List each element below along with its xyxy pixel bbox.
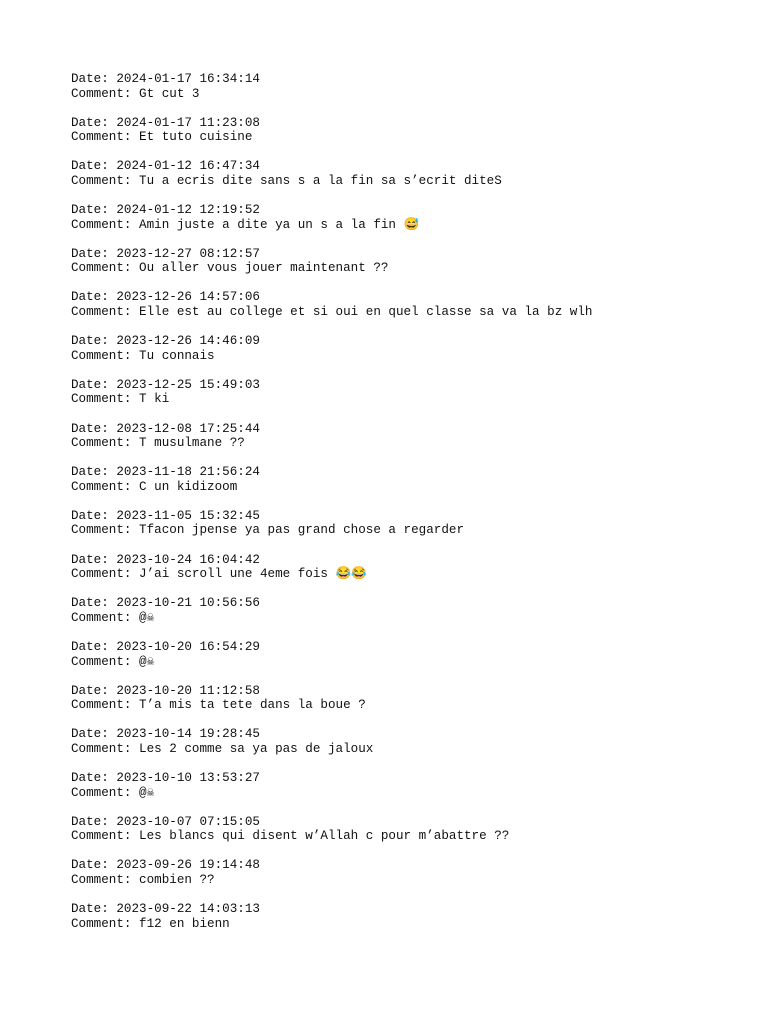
comment-date: 2024-01-17 16:34:14 [116,72,260,86]
comment-text: Tu a ecris dite sans s a la fin sa s’ecrit diteS [139,173,502,188]
comment-date-line [71,116,751,131]
comment-text: combien ?? [139,872,215,887]
comment-entry [71,378,751,407]
comment-date: 2024-01-17 11:23:08 [116,115,260,130]
comment-label: Comment: [71,916,132,931]
comment-text: Elle est au college et si oui en quel classe sa va la bz wlh [139,305,593,320]
comment-entry [71,334,751,363]
comment-date: 2023-12-25 15:49:03 [116,377,260,392]
comment-date: 2023-10-20 11:12:58 [116,683,260,698]
date-label: Date: [71,115,109,130]
comment-text: Amin juste a dite ya un s a la fin 😅 [139,217,420,232]
comment-date-line [71,247,751,262]
comment-date: 2024-01-12 16:47:34 [116,159,260,174]
comment-label: Comment: [71,829,132,844]
comment-text: T’a mis ta tete dans la boue ? [139,698,366,713]
comment-text-line [71,829,751,844]
comment-date-line [71,203,751,218]
comment-date: 2023-09-22 14:03:13 [116,902,260,917]
comment-text: T musulmane ?? [139,436,245,451]
comment-text-line [71,392,751,407]
comment-entry [71,290,751,319]
comment-text-line [71,480,751,495]
comment-date-line [71,290,751,305]
date-label: Date: [71,596,109,611]
comment-date: 2023-10-20 16:54:29 [116,639,260,654]
comment-entry [71,72,751,101]
comment-entry [71,116,751,145]
comment-log [71,72,751,946]
comment-date-line [71,640,751,655]
date-label: Date: [71,334,109,349]
comment-label: Comment: [71,741,132,756]
comment-text: Les blancs qui disent w’Allah c pour m’abattre ?? [139,829,510,844]
comment-entry [71,247,751,276]
comment-label: Comment: [71,567,132,582]
comment-text-line [71,873,751,888]
comment-text-line [71,305,751,320]
comment-date-line [71,727,751,742]
comment-text: f12 en bienn [139,916,230,931]
comment-date-line [71,334,751,349]
date-label: Date: [71,246,109,261]
comment-date-line [71,509,751,524]
comment-text: Les 2 comme sa ya pas de jaloux [139,741,374,756]
date-label: Date: [71,72,109,86]
comment-date: 2023-12-27 08:12:57 [116,246,260,261]
comment-label: Comment: [71,86,132,101]
comment-text-line [71,742,751,757]
comment-date: 2023-12-26 14:57:06 [116,290,260,305]
comment-text-line [71,698,751,713]
comment-entry [71,422,751,451]
comment-entry [71,553,751,582]
comment-date: 2023-09-26 19:14:48 [116,858,260,873]
date-label: Date: [71,902,109,917]
comment-text-line [71,655,751,670]
comment-text-line [71,786,751,801]
date-label: Date: [71,465,109,480]
comment-text: Gt cut 3 [139,86,200,101]
comment-label: Comment: [71,305,132,320]
comment-text-line [71,87,751,102]
comment-label: Comment: [71,785,132,800]
comment-label: Comment: [71,654,132,669]
comment-date-line [71,858,751,873]
comment-date-line [71,378,751,393]
comment-entry [71,640,751,669]
comment-entry [71,727,751,756]
comment-text-line [71,218,751,233]
comment-label: Comment: [71,698,132,713]
date-label: Date: [71,552,109,567]
comment-text: Et tuto cuisine [139,130,253,145]
comment-date-line [71,72,751,87]
comment-date: 2023-10-21 10:56:56 [116,596,260,611]
comment-date-line [71,465,751,480]
comment-date: 2023-12-26 14:46:09 [116,334,260,349]
comment-text: @☠ [139,610,155,625]
comment-text: Tu connais [139,348,215,363]
comment-date: 2023-11-05 15:32:45 [116,508,260,523]
comment-label: Comment: [71,436,132,451]
comment-text-line [71,917,751,932]
comment-text: @☠ [139,785,155,800]
comment-text: @☠ [139,654,155,669]
date-label: Date: [71,290,109,305]
comment-entry [71,902,751,931]
comment-entry [71,596,751,625]
comment-date-line [71,771,751,786]
comment-entry [71,159,751,188]
comment-label: Comment: [71,610,132,625]
comment-text-line [71,130,751,145]
comment-text: J’ai scroll une 4eme fois 😂😂 [139,567,367,582]
comment-label: Comment: [71,173,132,188]
date-label: Date: [71,421,109,436]
comment-label: Comment: [71,348,132,363]
comment-label: Comment: [71,130,132,145]
comment-label: Comment: [71,479,132,494]
comment-entry [71,858,751,887]
comment-date: 2023-10-10 13:53:27 [116,771,260,785]
comment-entry [71,203,751,232]
comment-entry [71,509,751,538]
comment-date: 2023-10-14 19:28:45 [116,727,260,742]
comment-entry [71,771,751,800]
comment-text: Ou aller vous jouer maintenant ?? [139,261,389,276]
date-label: Date: [71,508,109,523]
comment-text: C un kidizoom [139,479,238,494]
comment-text-line [71,349,751,364]
date-label: Date: [71,377,109,392]
comment-date-line [71,815,751,830]
comment-date-line [71,422,751,437]
date-label: Date: [71,858,109,873]
comment-entry [71,684,751,713]
date-label: Date: [71,683,109,698]
comment-date: 2023-11-18 21:56:24 [116,465,260,480]
date-label: Date: [71,814,109,829]
comment-date-line [71,159,751,174]
comment-date-line [71,902,751,917]
comment-entry [71,465,751,494]
comment-label: Comment: [71,872,132,887]
date-label: Date: [71,159,109,174]
comment-text-line [71,567,751,582]
comment-date: 2024-01-12 12:19:52 [116,203,260,218]
comment-date-line [71,684,751,699]
comment-date: 2023-10-24 16:04:42 [116,552,260,567]
date-label: Date: [71,771,109,785]
comment-text-line [71,436,751,451]
comment-entry [71,815,751,844]
comment-date: 2023-10-07 07:15:05 [116,814,260,829]
comment-date-line [71,553,751,568]
comment-label: Comment: [71,261,132,276]
comment-date-line [71,596,751,611]
comment-text: Tfacon jpense ya pas grand chose a regarder [139,523,465,538]
date-label: Date: [71,203,109,218]
comment-text-line [71,611,751,626]
comment-label: Comment: [71,523,132,538]
date-label: Date: [71,727,109,742]
comment-text-line [71,174,751,189]
comment-text-line [71,261,751,276]
comment-date: 2023-12-08 17:25:44 [116,421,260,436]
date-label: Date: [71,639,109,654]
comment-label: Comment: [71,217,132,232]
comment-text: T ki [139,392,170,407]
comment-label: Comment: [71,392,132,407]
comment-text-line [71,523,751,538]
